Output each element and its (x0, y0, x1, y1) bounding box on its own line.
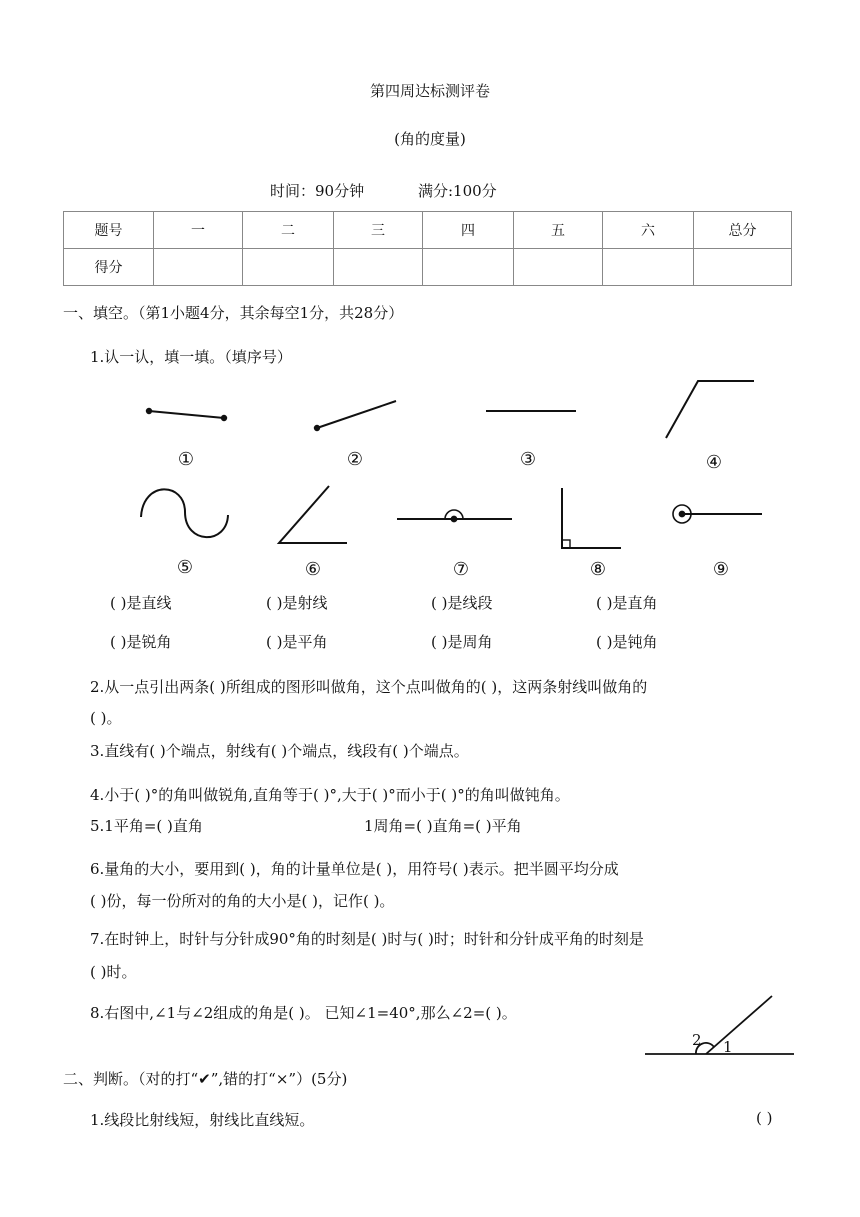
figure-ray (315, 401, 396, 430)
angle-1-label: 1 (723, 1038, 733, 1056)
table-cell: 五 (514, 212, 603, 249)
figures-q1 (0, 0, 860, 600)
question-1: 1.认一认，填一填。（填序号） (90, 348, 292, 366)
figure-straight-angle (397, 510, 512, 521)
figure-label: ⑤ (176, 557, 194, 578)
question-6: 6.量角的大小，要用到( )，角的计量单位是( )，用符号( )表示。把半圆平均分成 (90, 860, 619, 878)
answer-segment: ( )是线段 (431, 594, 493, 612)
table-cell: 六 (603, 212, 694, 249)
section1-heading: 一、填空。（第1小题4分，其余每空1分，共28分） (63, 304, 404, 322)
figure-full-angle (673, 505, 762, 523)
question-4: 4.小于( )°的角叫做锐角,直角等于( )°,大于( )°而小于( )°的角叫做钝角。 (90, 786, 570, 804)
judge-answer-blank[interactable]: ( ) (756, 1109, 773, 1127)
question-3: 3.直线有( )个端点，射线有( )个端点，线段有( )个端点。 (90, 742, 469, 760)
table-cell: 得分 (64, 249, 154, 286)
question-5a: 5.1平角=( )直角 (90, 817, 203, 835)
question-6-cont: ( )份，每一份所对的角的大小是( )，记作( )。 (90, 892, 395, 910)
figure-label: ④ (705, 452, 723, 473)
question-8: 8.右图中,∠1与∠2组成的角是( )。 已知∠1=40°,那么∠2=( )。 (90, 1004, 517, 1022)
figure-right-angle (562, 488, 621, 548)
question-2: 2.从一点引出两条( )所组成的图形叫做角，这个点叫做角的( )，这两条射线叫做角的 (90, 678, 648, 696)
figure-acute-angle (279, 486, 347, 543)
figure-label: ⑨ (712, 559, 730, 580)
exam-total-score: 满分:100分 (418, 182, 497, 200)
table-cell: 三 (334, 212, 423, 249)
answer-acute-angle: ( )是锐角 (110, 633, 172, 651)
angle-2-label: 2 (692, 1031, 702, 1049)
figure-label: ② (346, 449, 364, 470)
figure-segment (147, 409, 226, 420)
figure-label: ⑧ (589, 559, 607, 580)
answer-right-angle: ( )是直角 (596, 594, 658, 612)
answer-line: ( )是直线 (110, 594, 172, 612)
page-subtitle: (角的度量) (394, 130, 466, 148)
section2-heading: 二、判断。（对的打“✔”,错的打“×”）(5分) (63, 1070, 348, 1088)
table-cell: 题号 (64, 212, 154, 249)
figure-obtuse-angle (666, 381, 754, 438)
figure-label: ⑥ (304, 559, 322, 580)
table-cell: 一 (154, 212, 243, 249)
exam-time: 时间：90分钟 (270, 182, 365, 200)
figure-label: ⑦ (452, 559, 470, 580)
answer-full-angle: ( )是周角 (431, 633, 493, 651)
answer-ray: ( )是射线 (266, 594, 328, 612)
page-title: 第四周达标测评卷 (369, 82, 490, 100)
question-7: 7.在时钟上，时针与分针成90°角的时刻是( )时与( )时；时针和分针成平角的时刻是 (90, 930, 644, 948)
judge-question-1: 1.线段比射线短，射线比直线短。 (90, 1111, 315, 1129)
question-2-cont: ( )。 (90, 709, 122, 727)
answer-obtuse-angle: ( )是钝角 (596, 633, 658, 651)
question-7-cont: ( )时。 (90, 963, 137, 981)
table-cell: 四 (423, 212, 514, 249)
question-5b: 1周角=( )直角=( )平角 (364, 817, 522, 835)
figure-label: ① (177, 449, 195, 470)
figure-curve (141, 489, 228, 537)
table-cell: 总分 (694, 212, 792, 249)
figure-label: ③ (519, 449, 537, 470)
table-cell: 二 (243, 212, 334, 249)
answer-straight-angle: ( )是平角 (266, 633, 328, 651)
